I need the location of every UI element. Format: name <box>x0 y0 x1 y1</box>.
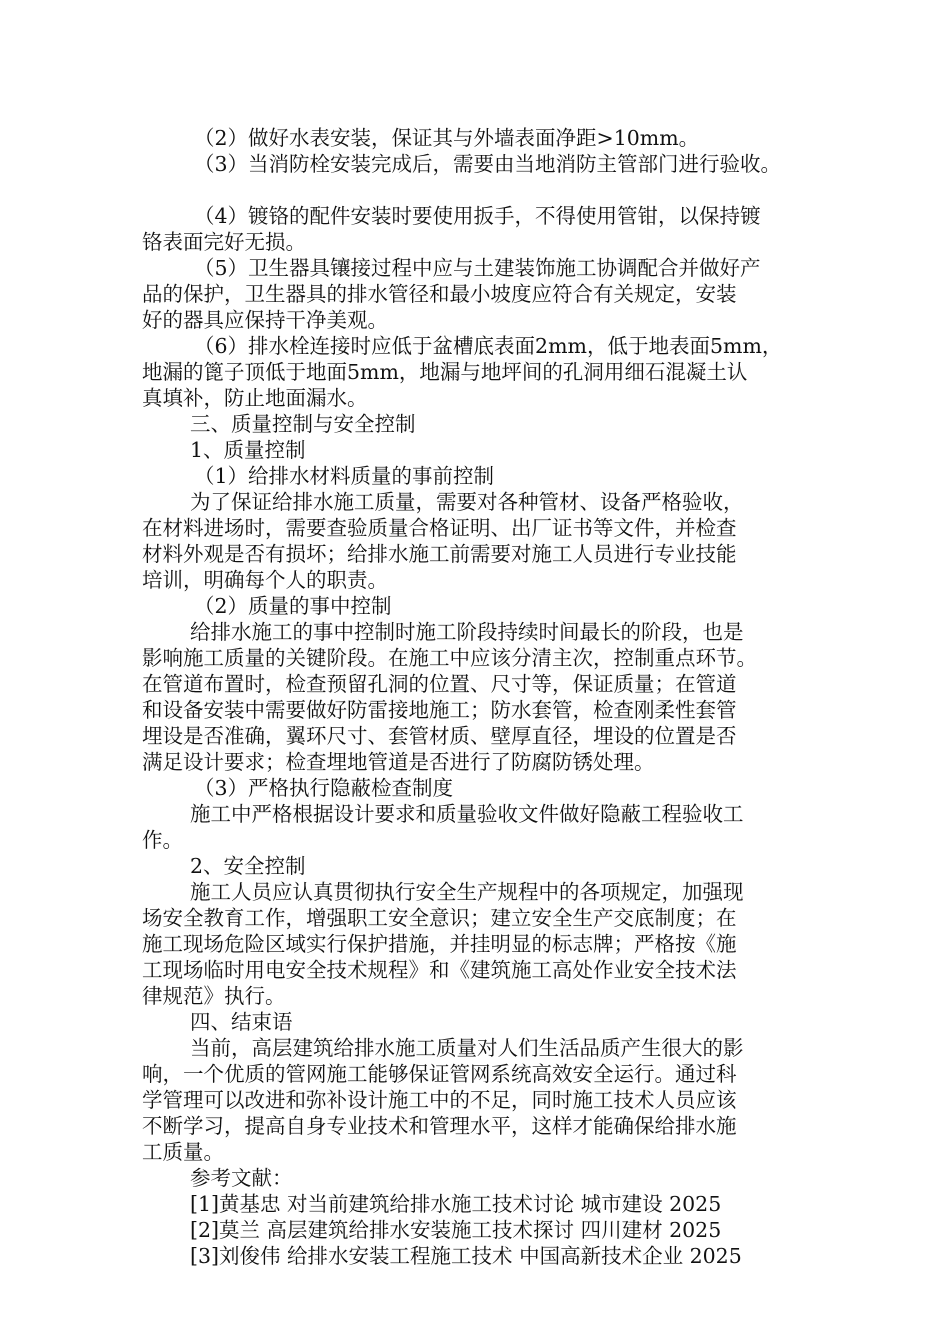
paragraph-line: 培训，明确每个人的职责。 <box>142 568 388 592</box>
subsection-heading: 1、质量控制 <box>190 438 306 462</box>
paragraph-line: （2）做好水表安装，保证其与外墙表面净距>10mm。 <box>194 126 700 150</box>
paragraph-line: 响，一个优质的管网施工能够保证管网系统高效安全运行。通过科 <box>142 1062 737 1086</box>
paragraph-line: 地漏的篦子顶低于地面5mm，地漏与地坪间的孔洞用细石混凝土认 <box>142 360 748 384</box>
subsection-heading: 2、安全控制 <box>190 854 306 878</box>
item-heading: （3）严格执行隐蔽检查制度 <box>194 776 454 800</box>
paragraph-line: 为了保证给排水施工质量，需要对各种管材、设备严格验收， <box>190 490 744 514</box>
paragraph-line: 在材料进场时，需要查验质量合格证明、出厂证书等文件，并检查 <box>142 516 737 540</box>
paragraph-line: 律规范》执行。 <box>142 984 286 1008</box>
section-heading: 四、结束语 <box>190 1010 293 1034</box>
paragraph-line: （4）镀铬的配件安装时要使用扳手，不得使用管钳，以保持镀 <box>194 204 761 228</box>
paragraph-line: 给排水施工的事中控制时施工阶段持续时间最长的阶段，也是 <box>190 620 744 644</box>
paragraph-line: 和设备安装中需要做好防雷接地施工；防水套管，检查刚柔性套管 <box>142 698 737 722</box>
paragraph-line: 材料外观是否有损坏；给排水施工前需要对施工人员进行专业技能 <box>142 542 737 566</box>
paragraph-line: 埋设是否准确，翼环尺寸、套管材质、壁厚直径，埋设的位置是否 <box>142 724 737 748</box>
section-heading: 三、质量控制与安全控制 <box>190 412 416 436</box>
item-heading: （2）质量的事中控制 <box>194 594 392 618</box>
paragraph-line: 工质量。 <box>142 1140 224 1164</box>
reference-item: [3]刘俊伟 给排水安装工程施工技术 中国高新技术企业 2025 <box>190 1244 742 1268</box>
paragraph-line: 影响施工质量的关键阶段。在施工中应该分清主次，控制重点环节。 <box>142 646 757 670</box>
paragraph-line: 作。 <box>142 828 183 852</box>
paragraph-line: （5）卫生器具镶接过程中应与土建装饰施工协调配合并做好产 <box>194 256 761 280</box>
reference-item: [2]莫兰 高层建筑给排水安装施工技术探讨 四川建材 2025 <box>190 1218 722 1242</box>
references-heading: 参考文献： <box>190 1166 293 1190</box>
paragraph-line: 好的器具应保持干净美观。 <box>142 308 388 332</box>
paragraph-line: （6）排水栓连接时应低于盆槽底表面2mm，低于地表面5mm， <box>194 334 783 358</box>
paragraph-line: 施工中严格根据设计要求和质量验收文件做好隐蔽工程验收工 <box>190 802 744 826</box>
paragraph-line: （3）当消防栓安装完成后，需要由当地消防主管部门进行验收。 <box>194 152 782 176</box>
paragraph-line: 在管道布置时，检查预留孔洞的位置、尺寸等，保证质量；在管道 <box>142 672 737 696</box>
paragraph-line: 学管理可以改进和弥补设计施工中的不足，同时施工技术人员应该 <box>142 1088 737 1112</box>
paragraph-line: 真填补，防止地面漏水。 <box>142 386 368 410</box>
paragraph-line: 工现场临时用电安全技术规程》和《建筑施工高处作业安全技术法 <box>142 958 737 982</box>
paragraph-line: 施工人员应认真贯彻执行安全生产规程中的各项规定，加强现 <box>190 880 744 904</box>
paragraph-line: 铬表面完好无损。 <box>142 230 306 254</box>
reference-item: [1]黄基忠 对当前建筑给排水施工技术讨论 城市建设 2025 <box>190 1192 722 1216</box>
item-heading: （1）给排水材料质量的事前控制 <box>194 464 495 488</box>
paragraph-line: 当前，高层建筑给排水施工质量对人们生活品质产生很大的影 <box>190 1036 744 1060</box>
paragraph-line: 品的保护，卫生器具的排水管径和最小坡度应符合有关规定，安装 <box>142 282 737 306</box>
paragraph-line: 不断学习，提高自身专业技术和管理水平，这样才能确保给排水施 <box>142 1114 737 1138</box>
paragraph-line: 施工现场危险区域实行保护措施，并挂明显的标志牌；严格按《施 <box>142 932 737 956</box>
paragraph-line: 场安全教育工作，增强职工安全意识；建立安全生产交底制度；在 <box>142 906 737 930</box>
paragraph-line: 满足设计要求；检查埋地管道是否进行了防腐防锈处理。 <box>142 750 655 774</box>
